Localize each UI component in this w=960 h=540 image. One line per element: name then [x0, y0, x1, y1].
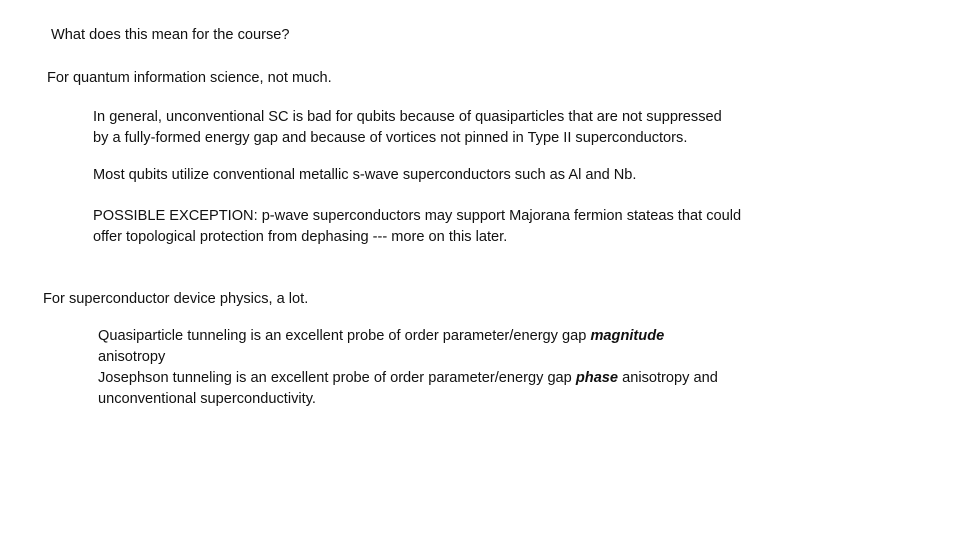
- qis-paragraph-1-line-1: In general, unconventional SC is bad for qubits because of quasiparticles that are not suppressed: [93, 109, 722, 125]
- quasiparticle-line-1: [98, 326, 718, 347]
- quasiparticle-text: Quasiparticle tunneling is an excellent probe of order parameter/energy gap: [98, 328, 591, 344]
- qis-paragraph-3-line-2: offer topological protection from dephasing --- more on this later.: [93, 229, 508, 245]
- qis-paragraph-1-line-2: by a fully-formed energy gap and because of vortices not pinned in Type II superconductors.: [93, 130, 688, 146]
- qis-paragraph-2: Most qubits utilize conventional metallic s-wave superconductors such as Al and Nb.: [93, 167, 637, 183]
- quasiparticle-line-2: anisotropy: [98, 349, 166, 365]
- qis-paragraph-1: [93, 107, 722, 149]
- slide-heading: What does this mean for the course?: [51, 27, 290, 43]
- josephson-text: Josephson tunneling is an excellent probe of order parameter/energy gap: [98, 370, 576, 386]
- magnitude-emphasis: magnitude: [590, 328, 665, 344]
- qis-section-title: For quantum information science, not much.: [47, 70, 332, 86]
- qis-paragraph-3-line-1: POSSIBLE EXCEPTION: p-wave superconductors may support Majorana fermion stateas that could: [93, 208, 742, 224]
- phase-emphasis: phase: [575, 370, 619, 386]
- device-section-title: For superconductor device physics, a lot.: [43, 291, 309, 307]
- josephson-line-2: unconventional superconductivity.: [98, 391, 316, 407]
- josephson-line-1: [98, 368, 718, 389]
- qis-paragraph-3: [93, 206, 741, 248]
- device-paragraph: [98, 326, 718, 410]
- josephson-suffix: anisotropy and: [618, 370, 718, 386]
